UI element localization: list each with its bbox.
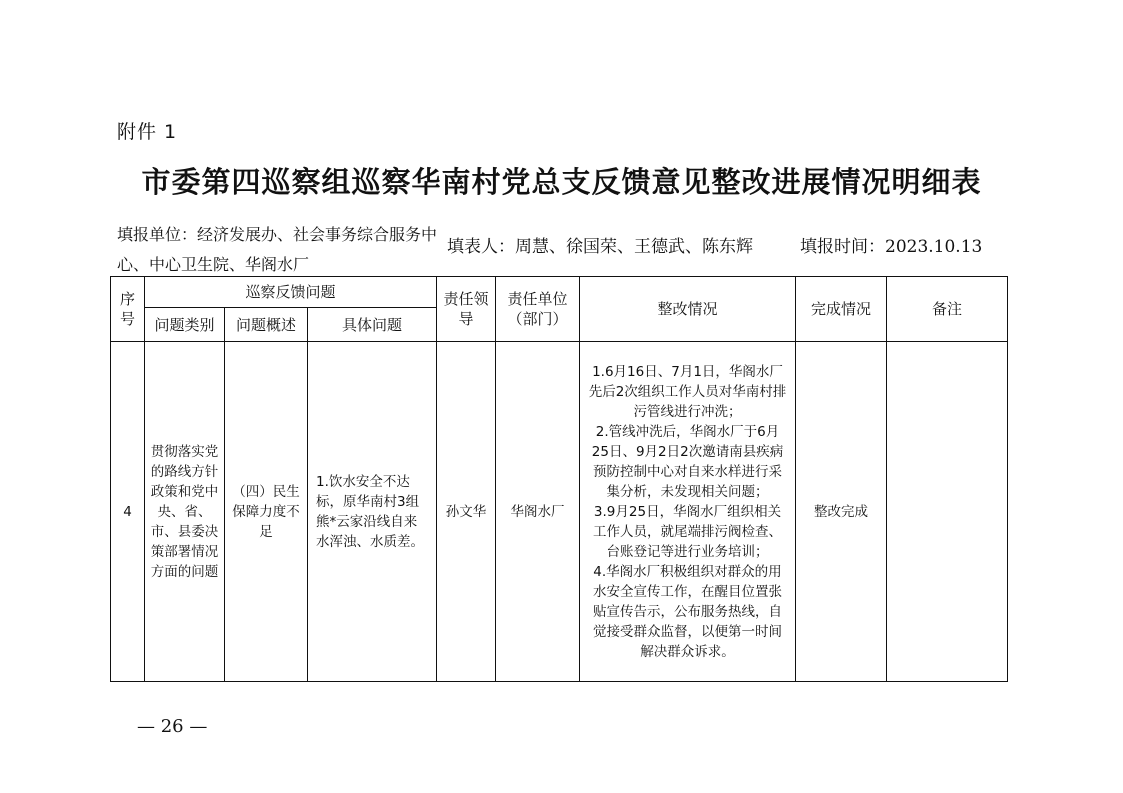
header-summary: 问题概述 xyxy=(225,308,308,342)
report-date: 填报时间：2023.10.13 xyxy=(800,237,983,257)
row-leader: 孙文华 xyxy=(437,342,496,682)
header-status: 完成情况 xyxy=(796,277,887,342)
rectification-item-2: 2.管线冲洗后，华阁水厂于6月25日、9月2日2次邀请南县疾病预防控制中心对自来水样进行采集分析，未发现相关问题； xyxy=(591,423,784,500)
header-remark: 备注 xyxy=(887,277,1008,342)
rectification-item-1: 1.6月16日、7月1日，华阁水厂先后2次组织工作人员对华南村排污管线进行冲洗； xyxy=(588,363,787,420)
header-unit: 责任单位（部门） xyxy=(496,277,580,342)
header-leader: 责任领导 xyxy=(437,277,496,342)
header-specific: 具体问题 xyxy=(308,308,437,342)
row-remark xyxy=(887,342,1008,682)
rectification-item-4: 4.华阁水厂积极组织对群众的用水安全宣传工作，在醒目位置张贴宣传告示，公布服务热线，自觉接受群众监督，以便第一时间解决群众诉求。 xyxy=(593,563,782,660)
rectification-table xyxy=(110,276,1008,682)
header-seq: 序号 xyxy=(111,277,145,342)
rectification-item-3: 3.9月25日，华阁水厂组织相关工作人员，就尾端排污阀检查、台账登记等进行业务培训； xyxy=(593,503,782,560)
row-status: 整改完成 xyxy=(796,342,887,682)
header-category: 问题类别 xyxy=(145,308,225,342)
header-rectification: 整改情况 xyxy=(580,277,796,342)
row-category: 贯彻落实党的路线方针政策和党中央、省、市、县委决策部署情况方面的问题 xyxy=(145,342,225,682)
row-seq: 4 xyxy=(111,342,145,682)
reporting-unit: 填报单位：经济发展办、社会事务综合服务中心、中心卫生院、华阁水厂 xyxy=(117,225,438,274)
table-header-row xyxy=(111,277,1008,308)
row-rectification xyxy=(580,342,796,682)
attachment-label: 附件 1 xyxy=(117,121,178,143)
header-feedback-group: 巡察反馈问题 xyxy=(145,277,437,308)
row-specific: 1.饮水安全不达标，原华南村3组熊*云家沿线自来水浑浊、水质差。 xyxy=(308,342,437,682)
row-summary: （四）民生保障力度不足 xyxy=(225,342,308,682)
table-row xyxy=(111,342,1008,682)
page-number: — 26 — xyxy=(137,716,208,737)
document-title: 市委第四巡察组巡察华南村党总支反馈意见整改进展情况明细表 xyxy=(141,165,982,199)
row-unit: 华阁水厂 xyxy=(496,342,580,682)
form-filler: 填表人：周慧、徐国荣、王德武、陈东辉 xyxy=(447,237,753,257)
